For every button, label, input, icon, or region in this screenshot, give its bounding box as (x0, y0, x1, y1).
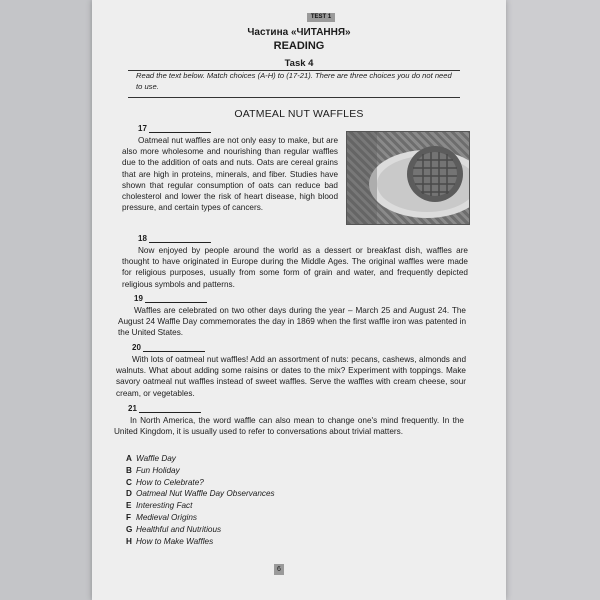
paragraph-number-20: 20 (132, 343, 205, 352)
document-page (92, 0, 506, 600)
choice-a: A Waffle Day (126, 454, 176, 463)
waffle-plate-image (347, 132, 469, 224)
choice-b: B Fun Holiday (126, 465, 180, 475)
answer-blank[interactable] (143, 343, 205, 352)
paragraph-number-19: 19 (134, 294, 207, 303)
divider (128, 97, 460, 98)
waffle-photo (346, 131, 470, 225)
instructions: Read the text below. Match choices (A-H) to (17-21). There are three choices you do not need to use. (136, 71, 452, 91)
choice-e: E Interesting Fact (126, 501, 193, 511)
paragraph-17: Oatmeal nut waffles are not only easy to make, but are also more wholesome and nourishing than regular waffles due to the addition of oats and nuts. Oats are cereal grains that are high in proteins, minerals, and fiber. Studies have shown that regular consumption of oats can reduce bad cholesterol and lower the risk of heart disease, high blood pressure, and certain types of cancers. (122, 136, 338, 213)
answer-blank[interactable] (149, 234, 211, 243)
part-title: Частина «ЧИТАННЯ» (247, 27, 351, 38)
choice-f: F Medieval Origins (126, 512, 197, 522)
choice-c: C How to Celebrate? (126, 477, 204, 487)
page-number: 6 (274, 564, 284, 575)
background-right (505, 0, 600, 600)
paragraph-18: Now enjoyed by people around the world as a dessert or breakfast dish, waffles are thought to have originated in Europe during the Middle Ages. The original waffles were made for religious purposes, usually from some form of grain and water, and frequently depicted religious symbols and patterns. (122, 246, 468, 289)
background-left (0, 0, 90, 600)
article-title: OATMEAL NUT WAFFLES (234, 108, 364, 120)
choices-list (126, 453, 275, 547)
paragraph-number-21: 21 (128, 404, 201, 413)
paragraph-19: Waffles are celebrated on two other days during the year – March 25 and August 24. The August 24 Waffle Day commemorates the day in 1869 when the first waffle iron was patented in the United States. (118, 306, 466, 338)
paragraph-21: In North America, the word waffle can also mean to change one's mind frequently. In the United Kingdom, it is usually used to refer to conversations about trivial matters. (114, 416, 464, 437)
choice-g: G Healthful and Nutritious (126, 524, 222, 534)
paragraph-20: With lots of oatmeal nut waffles! Add an assortment of nuts: pecans, cashews, almonds and walnuts. What about adding some raisins or dates to the mix? Experiment with toppings. Make savory oatmeal nut waffles instead of sweet waffles. Serve the waffles with cream cheese, sour cream, or vegetables. (116, 355, 466, 398)
choice-d: D Oatmeal Nut Waffle Day Observances (126, 489, 275, 499)
answer-blank[interactable] (145, 294, 207, 303)
test-badge: TEST 1 (307, 13, 335, 22)
paragraph-number-18: 18 (138, 234, 211, 243)
task-title: Task 4 (284, 58, 314, 69)
answer-blank[interactable] (149, 124, 211, 133)
answer-blank[interactable] (139, 404, 201, 413)
paragraph-number-17: 17 (138, 124, 211, 133)
choice-h: H How to Make Waffles (126, 536, 214, 546)
section-title: READING (273, 40, 325, 52)
